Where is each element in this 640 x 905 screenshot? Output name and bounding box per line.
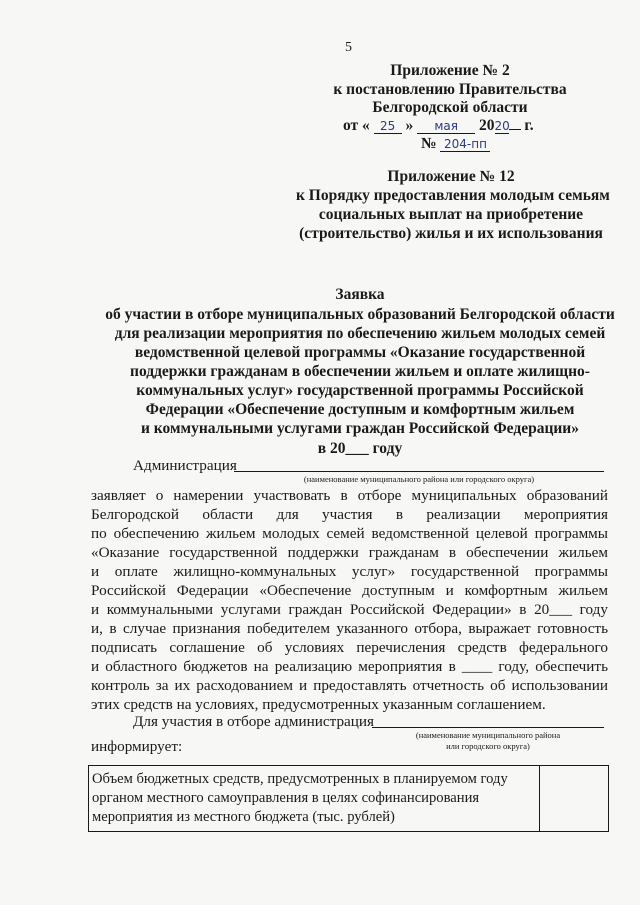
document-title: Заявка xyxy=(335,286,385,303)
body-line: и областного бюджетов на реализацию мероприятия в ____ году, обеспечить xyxy=(91,658,608,675)
appendix2-date-line xyxy=(343,117,534,135)
appendix12-line: к Порядку предоставления молодым семьям xyxy=(296,187,610,204)
participation-caption-2: или городского округа) xyxy=(446,741,530,751)
heading-line: Федерации «Обеспечение доступным и комфортным жильем xyxy=(145,401,575,418)
heading-line: и коммунальными услугами граждан Российской Федерации» xyxy=(141,420,579,437)
participation-label-visible: Для участия в отборе администрация xyxy=(133,713,375,730)
body-line: заявляет о намерении участвовать в отборе муниципальных образований xyxy=(91,487,608,504)
heading-line: для реализации мероприятия по обеспечению жильем молодых семей xyxy=(114,325,606,342)
body-line: по обеспечению жильем молодых семей ведомственной целевой программы xyxy=(91,525,608,542)
date-year-prefix: 20 xyxy=(479,117,495,134)
page-number: 5 xyxy=(345,40,352,55)
body-line: и оплате жилищно-коммунальных услуг» государственной программы xyxy=(91,563,608,580)
body-line: подписать соглашение об условиях перечисления средств федерального xyxy=(91,639,608,656)
date-suffix: г. xyxy=(524,117,534,134)
table-row xyxy=(89,766,609,832)
appendix12-line: (строительство) жилья и их использования xyxy=(299,225,603,242)
admin-name-blank xyxy=(234,471,604,472)
appendix12-title: Приложение № 12 xyxy=(387,168,515,185)
budget-description-cell: Объем бюджетных средств, предусмотренных в планируемом году органом местного самоуправления в целях софинансирования мероприятия из местного бюджета (тыс. рублей) xyxy=(89,766,540,832)
date-mid: » xyxy=(405,117,414,134)
date-month: мая xyxy=(417,119,475,134)
date-day: 25 xyxy=(374,119,402,134)
body-line: и коммунальными услугами граждан Российской Федерации» в 20___ году xyxy=(91,601,608,618)
decree-number: 204-пп xyxy=(440,137,490,152)
body-line: и, в случае признания победителем указанного отбора, выражает готовность xyxy=(91,620,608,637)
appendix2-line2: к постановлению Правительства xyxy=(333,81,567,98)
heading-line: поддержки гражданам в обеспечении жильем и оплате жилищно- xyxy=(130,363,590,380)
admin-label: Администрация xyxy=(133,457,237,474)
participation-caption-1: (наименование муниципального района xyxy=(415,730,561,740)
body-line: Российской Федерации «Обеспечение доступным и комфортным жильем xyxy=(91,582,608,599)
heading-line: ведомственной целевой программы «Оказание государственной xyxy=(134,344,586,361)
heading-line: коммунальных услуг» государственной программы Российской xyxy=(136,382,584,399)
admin-caption: (наименование муниципального района или городского округа) xyxy=(303,474,535,484)
body-last-line: этих средств на условиях, предусмотренных указанным соглашением. xyxy=(91,696,546,713)
appendix2-title: Приложение № 2 xyxy=(390,62,510,79)
body-line: «Оказание государственной поддержки гражданам в обеспечении жильем xyxy=(91,544,608,561)
appendix2-number-line xyxy=(421,135,490,153)
budget-table xyxy=(88,765,609,832)
appendix12-line: социальных выплат на приобретение xyxy=(318,206,584,223)
heading-line: в 20___ году xyxy=(317,440,403,457)
informs-label: информирует: xyxy=(91,738,183,755)
date-prefix: от « xyxy=(343,117,370,134)
body-line: Белгородской области для участия в реализации мероприятия xyxy=(91,506,608,523)
participation-name-blank xyxy=(372,727,604,728)
budget-value-cell xyxy=(540,766,609,832)
body-line: контроль за их расходованием и предоставлять отчетность об использовании xyxy=(91,677,608,694)
heading-line: об участии в отборе муниципальных образований Белгородской области xyxy=(105,306,615,323)
appendix2-line3: Белгородской области xyxy=(372,99,528,116)
date-year: 20 xyxy=(494,119,510,133)
number-prefix: № xyxy=(421,135,437,152)
